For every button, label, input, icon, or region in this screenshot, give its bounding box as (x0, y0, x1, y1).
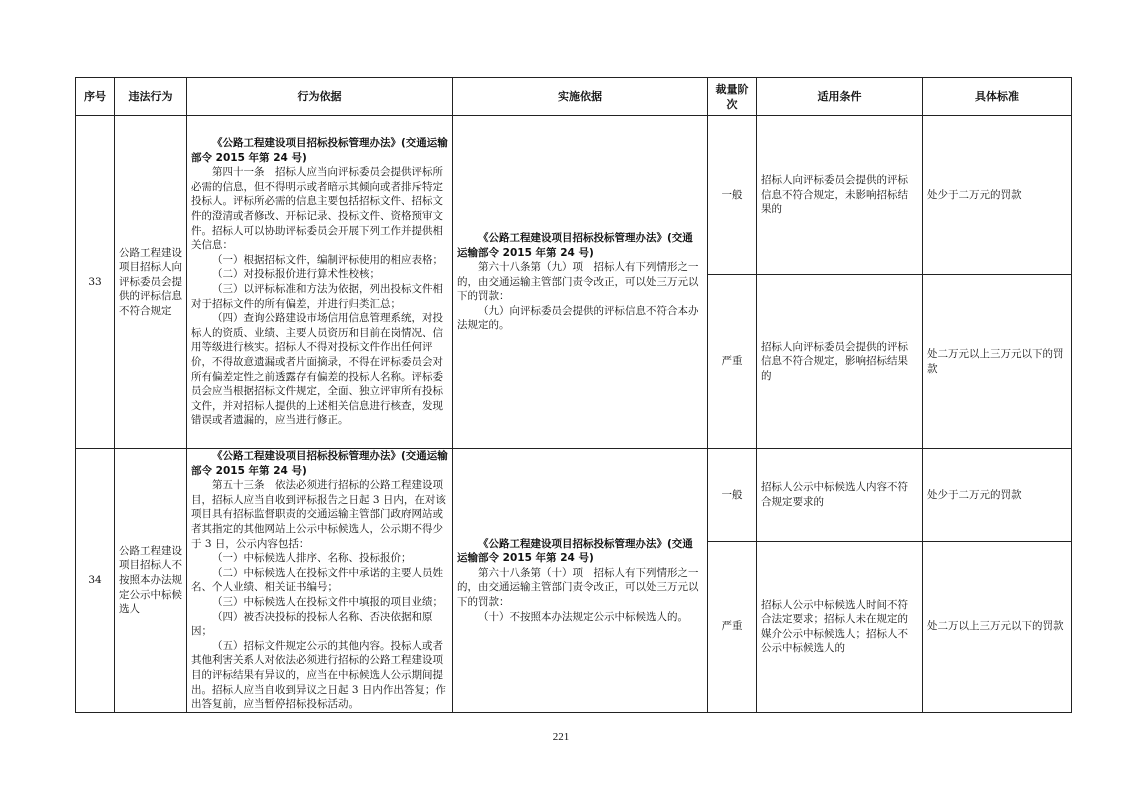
table-header-row (76, 78, 1072, 116)
condition-general: 招标人公示中标候选人内容不符合规定要求的 (757, 449, 923, 542)
impl-paragraph: 第六十八条第（十）项 招标人有下列情形之一的，由交通运输主管部门责令改正，可以处三万元以下的罚款： (457, 566, 699, 608)
basis-title: 《公路工程建设项目招标投标管理办法》(交通运输部令 2015 年第 24 号) (191, 450, 448, 477)
violation-description: 公路工程建设项目招标人不按照本办法规定公示中标候选人 (115, 449, 187, 713)
level-serious: 严重 (708, 275, 757, 449)
condition-serious: 招标人公示中标候选人时间不符合法定要求；招标人未在规定的媒介公示中标候选人；招标人不公示中标候选人的 (757, 541, 923, 712)
impl-title: 《公路工程建设项目招标投标管理办法》(交通运输部令 2015 年第 24 号) (457, 537, 693, 565)
basis-paragraph: 第四十一条 招标人应当向评标委员会提供评标所必需的信息，但不得明示或者暗示其倾向或者排斥特定投标人。评标所必需的信息主要包括招标文件、招标文件的澄清或者修改、开标记录、投标文件、资格预审文件。招标人可以协助评标委员会开展下列工作并提供相关信息： (191, 166, 443, 252)
basis-paragraph: 第五十三条 依法必须进行招标的公路工程建设项目，招标人应当自收到评标报告之日起 3 日内，在对该项目具有招标监督职责的交通运输主管部门政府网站或者其指定的其他网站上公示中标候选人，公示期不得少于 3 日，公示内容包括： (191, 479, 446, 550)
basis-paragraph: （三）以评标标准和方法为依据，列出投标文件相对于招标文件的所有偏差，并进行归类汇总； (191, 283, 443, 310)
row-number: 33 (76, 116, 115, 449)
basis-paragraph: （三）中标候选人在投标文件中填报的项目业绩； (212, 595, 443, 608)
table-row (76, 116, 1072, 275)
violation-description: 公路工程建设项目招标人向评标委员会提供的评标信息不符合规定 (115, 116, 187, 449)
basis-paragraph: （四）查询公路建设市场信用信息管理系统，对投标人的资质、业绩、主要人员资历和目前在岗情况、信用等级进行核实。招标人不得对投标文件作出任何评价，不得故意遗漏或者片面摘录，不得在评标委员会对所有偏差定性之前透露存有偏差的投标人名称。评标委员会应当根据招标文件规定，全面、独立评审所有投标文件，并对招标人提供的上述相关信息进行核查，发现错误或者遗漏的，应当进行修正。 (191, 312, 443, 427)
header-level: 裁量阶次 (708, 78, 757, 116)
implementation-basis (453, 116, 708, 449)
header-implementation: 实施依据 (453, 78, 708, 116)
header-basis: 行为依据 (187, 78, 453, 116)
standard-general: 处少于二万元的罚款 (923, 449, 1072, 542)
impl-paragraph: （十）不按照本办法规定公示中标候选人的。 (478, 610, 688, 623)
row-number: 34 (76, 449, 115, 713)
basis-paragraph: （二）中标候选人在投标文件中承诺的主要人员姓名、个人业绩、相关证书编号； (191, 566, 443, 594)
impl-title: 《公路工程建设项目招标投标管理办法》(交通运输部令 2015 年第 24 号) (457, 231, 693, 259)
basis-paragraph: （四）被否决投标的投标人名称、否决依据和原因； (191, 610, 433, 638)
level-general: 一般 (708, 449, 757, 542)
condition-general: 招标人向评标委员会提供的评标信息不符合规定，未影响招标结果的 (757, 116, 923, 275)
basis-paragraph: （五）招标文件规定公示的其他内容。投标人或者其他利害关系人对依法必须进行招标的公路工程建设项目的评标结果有异议的，应当在中标候选人公示期间提出。招标人应当自收到异议之日起 3 日内作出答复；作出答复前，应当暂停招标投标活动。 (191, 639, 446, 711)
header-condition: 适用条件 (757, 78, 923, 116)
basis-paragraph: （一）根据招标文件，编制评标使用的相应表格； (212, 253, 443, 266)
implementation-basis (453, 449, 708, 713)
page-number: 221 (552, 731, 570, 743)
header-no: 序号 (76, 78, 115, 116)
level-serious: 严重 (708, 541, 757, 712)
basis-title: 《公路工程建设项目招标投标管理办法》(交通运输部令 2015 年第 24 号) (191, 137, 448, 164)
standard-serious: 处二万以上三万元以下的罚款 (923, 541, 1072, 712)
legal-basis (187, 116, 453, 449)
standard-general: 处少于二万元的罚款 (923, 116, 1072, 275)
level-general: 一般 (708, 116, 757, 275)
legal-basis (187, 449, 453, 713)
standard-serious: 处二万元以上三万元以下的罚款 (923, 275, 1072, 449)
header-standard: 具体标准 (923, 78, 1072, 116)
header-violation: 违法行为 (115, 78, 187, 116)
condition-serious: 招标人向评标委员会提供的评标信息不符合规定，影响招标结果的 (757, 275, 923, 449)
impl-paragraph: （九）向评标委员会提供的评标信息不符合本办法规定的。 (457, 304, 699, 332)
basis-paragraph: （二）对投标报价进行算术性校核； (212, 268, 380, 281)
table-row (76, 449, 1072, 542)
penalty-table (75, 77, 1072, 713)
basis-paragraph: （一）中标候选人排序、名称、投标报价； (212, 552, 412, 565)
impl-paragraph: 第六十八条第（九）项 招标人有下列情形之一的，由交通运输主管部门责令改正，可以处三万元以下的罚款： (457, 261, 699, 303)
